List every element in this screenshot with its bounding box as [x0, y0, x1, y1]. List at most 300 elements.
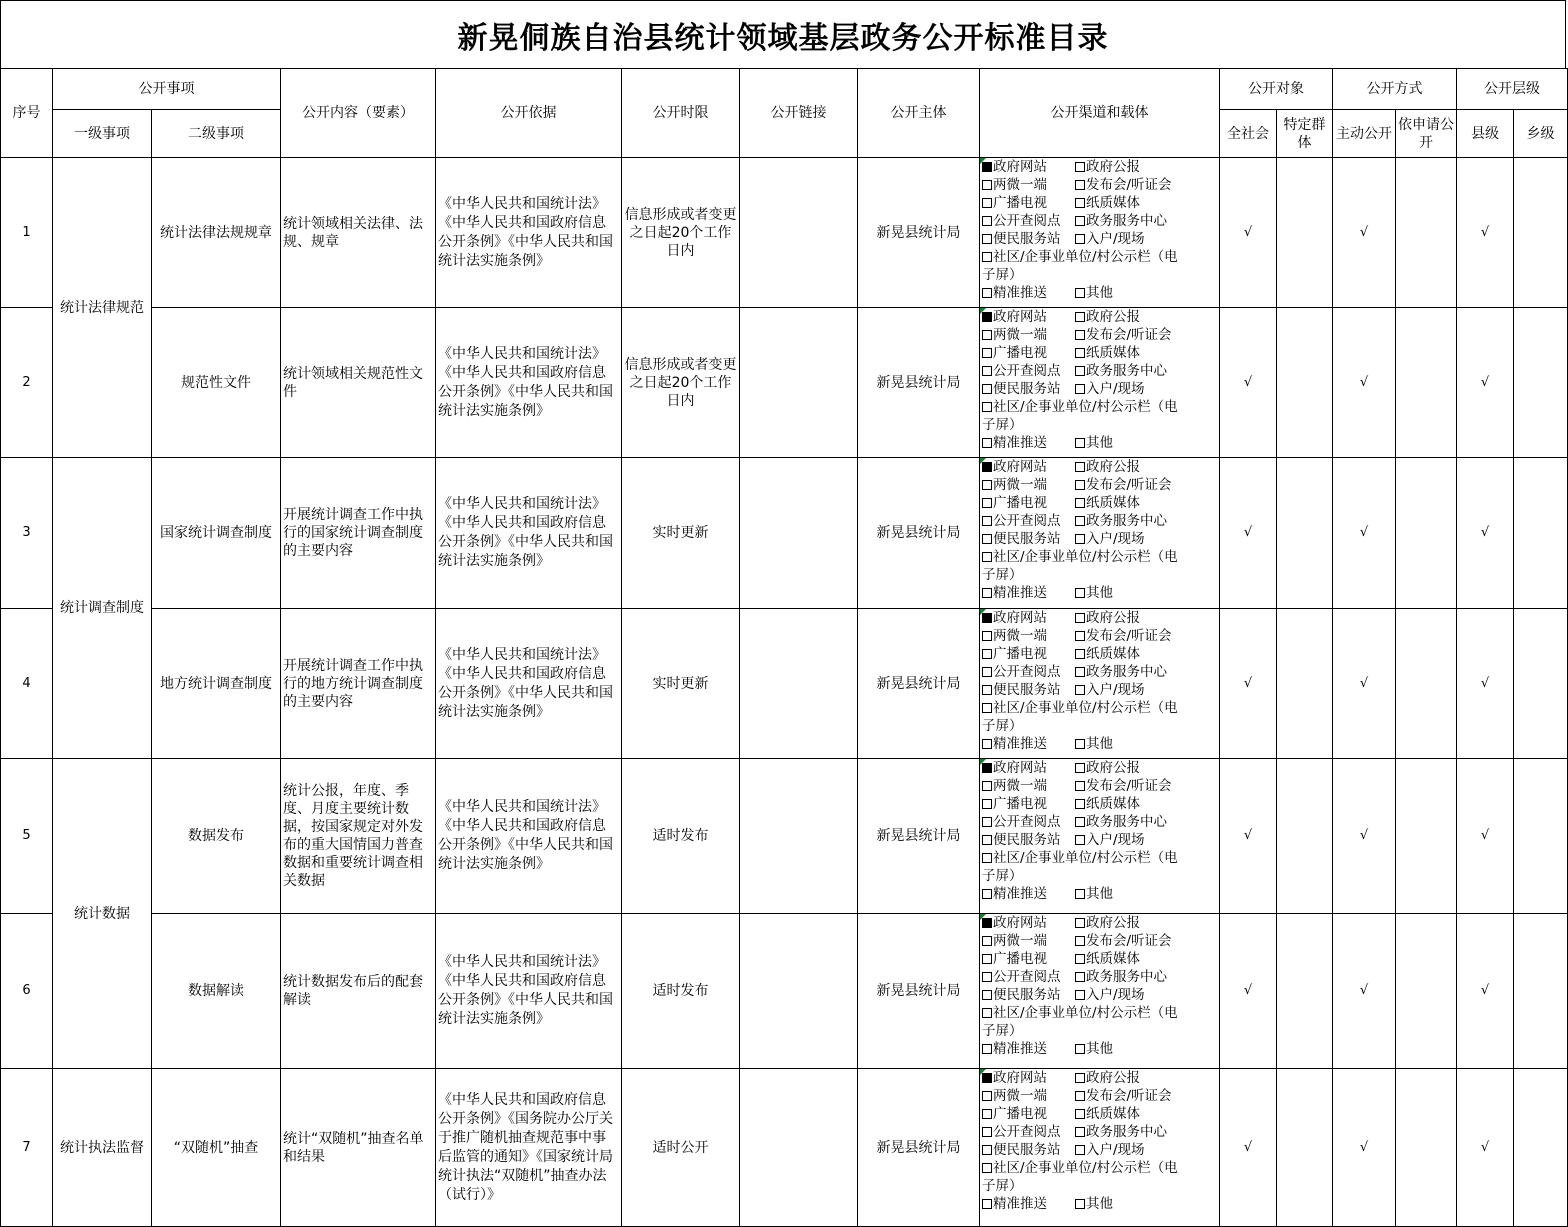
channel-option [982, 230, 1061, 248]
unchecked-box-icon [1075, 889, 1085, 899]
check-tier-township [1514, 1069, 1568, 1227]
channel-option [1075, 968, 1167, 986]
channel-option-label: 入户/现场 [1086, 1142, 1145, 1158]
channel-option-label: 入户/现场 [1086, 832, 1145, 848]
channel-option [1075, 194, 1140, 212]
channel-option-label: 公开查阅点 [993, 513, 1061, 529]
unchecked-box-icon [1075, 613, 1085, 623]
channel-option-line [982, 1123, 1217, 1141]
unchecked-box-icon [982, 649, 992, 659]
channel-option [1075, 158, 1140, 176]
channel-option-label: 入户/现场 [1086, 987, 1145, 1003]
unchecked-box-icon [982, 781, 992, 791]
table-row [1, 158, 1568, 308]
channel-option [1075, 212, 1167, 230]
channel-option [982, 158, 1047, 176]
channel-option-line [982, 867, 1217, 885]
check-tier-township [1514, 759, 1568, 914]
channel-option-label: 政务服务中心 [1086, 664, 1167, 680]
channel-option [982, 380, 1061, 398]
channel-option-line [982, 512, 1217, 530]
channel-option-label: 子屏） [982, 1178, 1023, 1194]
channel-option [982, 434, 1047, 452]
unchecked-box-icon [982, 667, 992, 677]
channel-option [982, 849, 1178, 867]
channel-option-label: 便民服务站 [993, 682, 1061, 698]
unchecked-box-icon [982, 817, 992, 827]
unchecked-box-icon [982, 348, 992, 358]
unchecked-box-icon [982, 835, 992, 845]
channel-option-label: 其他 [1086, 736, 1113, 752]
level1-item: 统计数据 [53, 759, 152, 1069]
channel-option-line [982, 548, 1217, 566]
channel-option-line [982, 362, 1217, 380]
channel-option [982, 735, 1047, 753]
check-tier-township [1514, 609, 1568, 759]
unchecked-box-icon [982, 1199, 992, 1209]
check-target-specific [1277, 914, 1333, 1069]
time-limit-cell: 适时发布 [622, 914, 740, 1069]
channel-option-label: 政府网站 [993, 760, 1047, 776]
channel-option-label: 纸质媒体 [1086, 495, 1140, 511]
channel-option [982, 609, 1047, 627]
channel-option-label: 广播电视 [993, 345, 1047, 361]
unchecked-box-icon [1075, 1109, 1085, 1119]
link-cell [740, 458, 858, 609]
channel-option [1075, 759, 1140, 777]
channel-option-line [982, 248, 1217, 266]
channel-option-label: 广播电视 [993, 195, 1047, 211]
channel-option [1075, 176, 1172, 194]
unchecked-box-icon [982, 1127, 992, 1137]
channel-option [982, 566, 1023, 584]
channel-option [982, 663, 1061, 681]
channel-option-label: 精准推送 [993, 585, 1047, 601]
channel-option [982, 512, 1061, 530]
channel-option-label: 入户/现场 [1086, 381, 1145, 397]
channel-option-line [982, 176, 1217, 194]
channel-option [1075, 777, 1172, 795]
channel-option-line [982, 1195, 1217, 1213]
link-cell [740, 759, 858, 914]
basis-cell: 《中华人民共和国统计法》《中华人民共和国政府信息公开条例》《中华人民共和国统计法实施条例》 [436, 158, 622, 308]
content-cell: 统计公报，年度、季度、月度主要统计数据，按国家规定对外发布的重大国情国力普查数据和重要统计调查相关数据 [281, 759, 436, 914]
channel-option-label: 发布会/听证会 [1086, 778, 1172, 794]
check-target-specific [1277, 158, 1333, 308]
channel-option [1075, 681, 1145, 699]
header-time-limit: 公开时限 [622, 69, 740, 158]
unchecked-box-icon [982, 703, 992, 713]
check-method-active: √ [1333, 609, 1396, 759]
header-level2: 二级事项 [152, 110, 281, 158]
channel-option-label: 纸质媒体 [1086, 951, 1140, 967]
channel-option-label: 纸质媒体 [1086, 1106, 1140, 1122]
channel-option [982, 476, 1047, 494]
unchecked-box-icon [982, 198, 992, 208]
header-method-apply: 依申请公开 [1396, 110, 1457, 158]
row-seq: 2 [1, 308, 53, 458]
channel-option [982, 867, 1023, 885]
channel-option [982, 1159, 1178, 1177]
channel-option-line [982, 230, 1217, 248]
channel-option-line [982, 308, 1217, 326]
channel-option [982, 194, 1047, 212]
unchecked-box-icon [982, 534, 992, 544]
check-method-active: √ [1333, 308, 1396, 458]
channel-option [982, 326, 1047, 344]
basis-cell: 《中华人民共和国统计法》《中华人民共和国政府信息公开条例》《中华人民共和国统计法实施条例》 [436, 609, 622, 759]
channel-option-label: 精准推送 [993, 886, 1047, 902]
channel-option-label: 两微一端 [993, 327, 1047, 343]
unchecked-box-icon [982, 588, 992, 598]
unchecked-box-icon [982, 739, 992, 749]
page-title: 新晃侗族自治县统计领域基层政务公开标准目录 [0, 0, 1566, 68]
channel-option-line [982, 831, 1217, 849]
basis-cell: 《中华人民共和国政府信息公开条例》《国务院办公厅关于推广随机抽查规范事中事后监管的通知》《国家统计局统计执法“双随机”抽查办法（试行）》 [436, 1069, 622, 1227]
unchecked-box-icon [982, 1008, 992, 1018]
channel-option-line [982, 609, 1217, 627]
table-row [1, 1069, 1568, 1227]
channel-option [1075, 362, 1167, 380]
header-target-all: 全社会 [1220, 110, 1277, 158]
content-cell: 统计领域相关法律、法规、规章 [281, 158, 436, 308]
header-tier: 公开层级 [1457, 69, 1568, 110]
channel-cell [980, 609, 1220, 759]
unchecked-box-icon [982, 552, 992, 562]
channel-option [982, 950, 1047, 968]
table-row [1, 609, 1568, 759]
channel-option-line [982, 777, 1217, 795]
channel-option-label: 政务服务中心 [1086, 213, 1167, 229]
channel-option-line [982, 759, 1217, 777]
channel-option-label: 社区/企事业单位/村公示栏（电 [993, 399, 1178, 415]
check-method-apply [1396, 458, 1457, 609]
channel-option [982, 813, 1061, 831]
channel-option-line [982, 476, 1217, 494]
content-cell: 开展统计调查工作中执行的地方统计调查制度的主要内容 [281, 609, 436, 759]
channel-option [982, 266, 1023, 284]
channel-option [1075, 434, 1113, 452]
channel-option-label: 两微一端 [993, 1088, 1047, 1104]
header-content: 公开内容（要素） [281, 69, 436, 158]
channel-option-line [982, 194, 1217, 212]
channel-option [982, 458, 1047, 476]
channel-option-label: 广播电视 [993, 951, 1047, 967]
channel-option-label: 其他 [1086, 585, 1113, 601]
channel-option-line [982, 627, 1217, 645]
unchecked-box-icon [1075, 739, 1085, 749]
unchecked-box-icon [1075, 1044, 1085, 1054]
unchecked-box-icon [1075, 312, 1085, 322]
content-cell: 统计“双随机”抽查名单和结果 [281, 1069, 436, 1227]
channel-option [982, 627, 1047, 645]
unchecked-box-icon [1075, 330, 1085, 340]
check-target-all: √ [1220, 308, 1277, 458]
header-target: 公开对象 [1220, 69, 1333, 110]
channel-option-label: 政府公报 [1086, 159, 1140, 175]
channel-cell [980, 158, 1220, 308]
channel-option [982, 932, 1047, 950]
channel-option-label: 政府网站 [993, 610, 1047, 626]
channel-option-line [982, 158, 1217, 176]
channel-option-line [982, 950, 1217, 968]
channel-option-line [982, 434, 1217, 452]
header-method: 公开方式 [1333, 69, 1457, 110]
content-cell: 统计领域相关规范性文件 [281, 308, 436, 458]
unchecked-box-icon [1075, 918, 1085, 928]
unchecked-box-icon [1075, 835, 1085, 845]
channel-option [982, 416, 1023, 434]
channel-option-line [982, 1141, 1217, 1159]
checked-box-icon [982, 763, 992, 773]
channel-option-label: 纸质媒体 [1086, 345, 1140, 361]
unchecked-box-icon [1075, 1145, 1085, 1155]
checked-box-icon [982, 162, 992, 172]
check-method-active: √ [1333, 914, 1396, 1069]
check-tier-township [1514, 158, 1568, 308]
channel-option-label: 政府网站 [993, 159, 1047, 175]
unchecked-box-icon [1075, 180, 1085, 190]
unchecked-box-icon [1075, 1199, 1085, 1209]
channel-option [982, 968, 1061, 986]
channel-option-line [982, 885, 1217, 903]
channel-option-label: 社区/企事业单位/村公示栏（电 [993, 700, 1178, 716]
channel-option-label: 政务服务中心 [1086, 1124, 1167, 1140]
channel-option-line [982, 1022, 1217, 1040]
check-tier-county: √ [1457, 914, 1514, 1069]
channel-option [1075, 950, 1140, 968]
unchecked-box-icon [1075, 366, 1085, 376]
channel-option-line [982, 914, 1217, 932]
channel-option-label: 政务服务中心 [1086, 969, 1167, 985]
content-cell: 开展统计调查工作中执行的国家统计调查制度的主要内容 [281, 458, 436, 609]
time-limit-cell: 适时发布 [622, 759, 740, 914]
channel-option [982, 1022, 1023, 1040]
channel-cell [980, 458, 1220, 609]
unchecked-box-icon [1075, 1127, 1085, 1137]
row-seq: 4 [1, 609, 53, 759]
check-tier-county: √ [1457, 158, 1514, 308]
channel-option [1075, 645, 1140, 663]
channel-option-label: 纸质媒体 [1086, 646, 1140, 662]
checked-box-icon [982, 312, 992, 322]
unchecked-box-icon [982, 990, 992, 1000]
channel-option-label: 发布会/听证会 [1086, 327, 1172, 343]
channel-option-line [982, 344, 1217, 362]
check-method-active: √ [1333, 458, 1396, 609]
level2-item: 地方统计调查制度 [152, 609, 281, 759]
unchecked-box-icon [1075, 954, 1085, 964]
channel-option-line [982, 212, 1217, 230]
channel-option [982, 831, 1061, 849]
channel-option-label: 社区/企事业单位/村公示栏（电 [993, 549, 1178, 565]
unchecked-box-icon [982, 234, 992, 244]
channel-option-line [982, 584, 1217, 602]
channel-option-label: 精准推送 [993, 1196, 1047, 1212]
unchecked-box-icon [1075, 384, 1085, 394]
checked-box-icon [982, 918, 992, 928]
header-channel: 公开渠道和载体 [980, 69, 1220, 158]
channel-option-label: 两微一端 [993, 477, 1047, 493]
channel-option-label: 发布会/听证会 [1086, 628, 1172, 644]
subject-cell: 新晃县统计局 [858, 458, 980, 609]
unchecked-box-icon [1075, 516, 1085, 526]
channel-option-line [982, 566, 1217, 584]
check-tier-county: √ [1457, 458, 1514, 609]
channel-option [1075, 1040, 1113, 1058]
channel-option [1075, 663, 1167, 681]
check-target-specific [1277, 609, 1333, 759]
channel-option [1075, 584, 1113, 602]
channel-option-label: 社区/企事业单位/村公示栏（电 [993, 249, 1178, 265]
unchecked-box-icon [1075, 288, 1085, 298]
channel-option [982, 645, 1047, 663]
channel-option-line [982, 717, 1217, 735]
channel-option-label: 便民服务站 [993, 381, 1061, 397]
channel-option-label: 政府公报 [1086, 459, 1140, 475]
channel-option-label: 发布会/听证会 [1086, 477, 1172, 493]
channel-option [1075, 530, 1145, 548]
channel-option-label: 政府公报 [1086, 1070, 1140, 1086]
unchecked-box-icon [982, 438, 992, 448]
unchecked-box-icon [982, 384, 992, 394]
channel-option-label: 政务服务中心 [1086, 814, 1167, 830]
channel-option [982, 1004, 1178, 1022]
subject-cell: 新晃县统计局 [858, 609, 980, 759]
channel-option [982, 398, 1178, 416]
check-tier-county: √ [1457, 759, 1514, 914]
channel-option-label: 纸质媒体 [1086, 796, 1140, 812]
unchecked-box-icon [1075, 817, 1085, 827]
channel-option [1075, 932, 1172, 950]
unchecked-box-icon [982, 954, 992, 964]
unchecked-box-icon [982, 330, 992, 340]
unchecked-box-icon [1075, 763, 1085, 773]
channel-option-label: 其他 [1086, 886, 1113, 902]
channel-option [1075, 609, 1140, 627]
channel-option [982, 1105, 1047, 1123]
unchecked-box-icon [1075, 1091, 1085, 1101]
channel-option [1075, 986, 1145, 1004]
time-limit-cell: 信息形成或者变更之日起20个工作日内 [622, 308, 740, 458]
channel-option-label: 公开查阅点 [993, 1124, 1061, 1140]
channel-option-label: 子屏） [982, 567, 1023, 583]
channel-option [982, 1040, 1047, 1058]
level2-item: 规范性文件 [152, 308, 281, 458]
channel-cell [980, 759, 1220, 914]
channel-option-label: 子屏） [982, 1023, 1023, 1039]
channel-option-label: 广播电视 [993, 495, 1047, 511]
channel-option-label: 公开查阅点 [993, 814, 1061, 830]
unchecked-box-icon [982, 1044, 992, 1054]
channel-option-line [982, 813, 1217, 831]
unchecked-box-icon [1075, 348, 1085, 358]
check-target-all: √ [1220, 609, 1277, 759]
channel-option [982, 717, 1023, 735]
level2-item: 数据解读 [152, 914, 281, 1069]
channel-option-label: 发布会/听证会 [1086, 933, 1172, 949]
channel-option-line [982, 968, 1217, 986]
channel-option-label: 便民服务站 [993, 1142, 1061, 1158]
channel-option-label: 政府网站 [993, 309, 1047, 325]
channel-option-label: 子屏） [982, 868, 1023, 884]
check-target-specific [1277, 308, 1333, 458]
checked-box-icon [982, 613, 992, 623]
unchecked-box-icon [1075, 498, 1085, 508]
channel-option [982, 176, 1047, 194]
channel-option-label: 精准推送 [993, 435, 1047, 451]
channel-option-label: 发布会/听证会 [1086, 1088, 1172, 1104]
channel-option-label: 便民服务站 [993, 531, 1061, 547]
channel-option [982, 248, 1178, 266]
unchecked-box-icon [1075, 667, 1085, 677]
link-cell [740, 308, 858, 458]
table-row [1, 914, 1568, 1069]
channel-option [1075, 476, 1172, 494]
check-tier-county: √ [1457, 1069, 1514, 1227]
channel-option-label: 子屏） [982, 417, 1023, 433]
channel-option-line [982, 1004, 1217, 1022]
channel-option [1075, 284, 1113, 302]
channel-option [1075, 1069, 1140, 1087]
channel-option-line [982, 849, 1217, 867]
channel-option-label: 入户/现场 [1086, 682, 1145, 698]
channel-option-line [982, 1040, 1217, 1058]
check-method-active: √ [1333, 158, 1396, 308]
channel-option [982, 777, 1047, 795]
channel-option-label: 政府公报 [1086, 915, 1140, 931]
channel-option [982, 1123, 1061, 1141]
check-target-all: √ [1220, 914, 1277, 1069]
channel-option-label: 精准推送 [993, 1041, 1047, 1057]
channel-option [982, 1177, 1023, 1195]
check-method-apply [1396, 914, 1457, 1069]
channel-option-label: 入户/现场 [1086, 231, 1145, 247]
channel-cell [980, 1069, 1220, 1227]
channel-option-line [982, 380, 1217, 398]
channel-option-label: 广播电视 [993, 646, 1047, 662]
unchecked-box-icon [982, 853, 992, 863]
channel-option [982, 494, 1047, 512]
row-seq: 1 [1, 158, 53, 308]
level1-item: 统计调查制度 [53, 458, 152, 759]
table-row [1, 759, 1568, 914]
channel-option [982, 885, 1047, 903]
channel-option-label: 公开查阅点 [993, 664, 1061, 680]
unchecked-box-icon [982, 252, 992, 262]
unchecked-box-icon [982, 516, 992, 526]
header-target-specific: 特定群体 [1277, 110, 1333, 158]
channel-option [1075, 344, 1140, 362]
content-cell: 统计数据发布后的配套解读 [281, 914, 436, 1069]
channel-option-label: 精准推送 [993, 285, 1047, 301]
unchecked-box-icon [982, 480, 992, 490]
channel-option [1075, 1195, 1113, 1213]
channel-option-line [982, 398, 1217, 416]
channel-option-label: 两微一端 [993, 628, 1047, 644]
channel-option [982, 681, 1061, 699]
channel-option-label: 政务服务中心 [1086, 363, 1167, 379]
channel-option [982, 759, 1047, 777]
channel-option-label: 公开查阅点 [993, 213, 1061, 229]
channel-option [1075, 494, 1140, 512]
level1-item: 统计法律规范 [53, 158, 152, 458]
channel-option [1075, 627, 1172, 645]
check-target-specific [1277, 1069, 1333, 1227]
header-basis: 公开依据 [436, 69, 622, 158]
unchecked-box-icon [1075, 438, 1085, 448]
channel-option-label: 广播电视 [993, 1106, 1047, 1122]
